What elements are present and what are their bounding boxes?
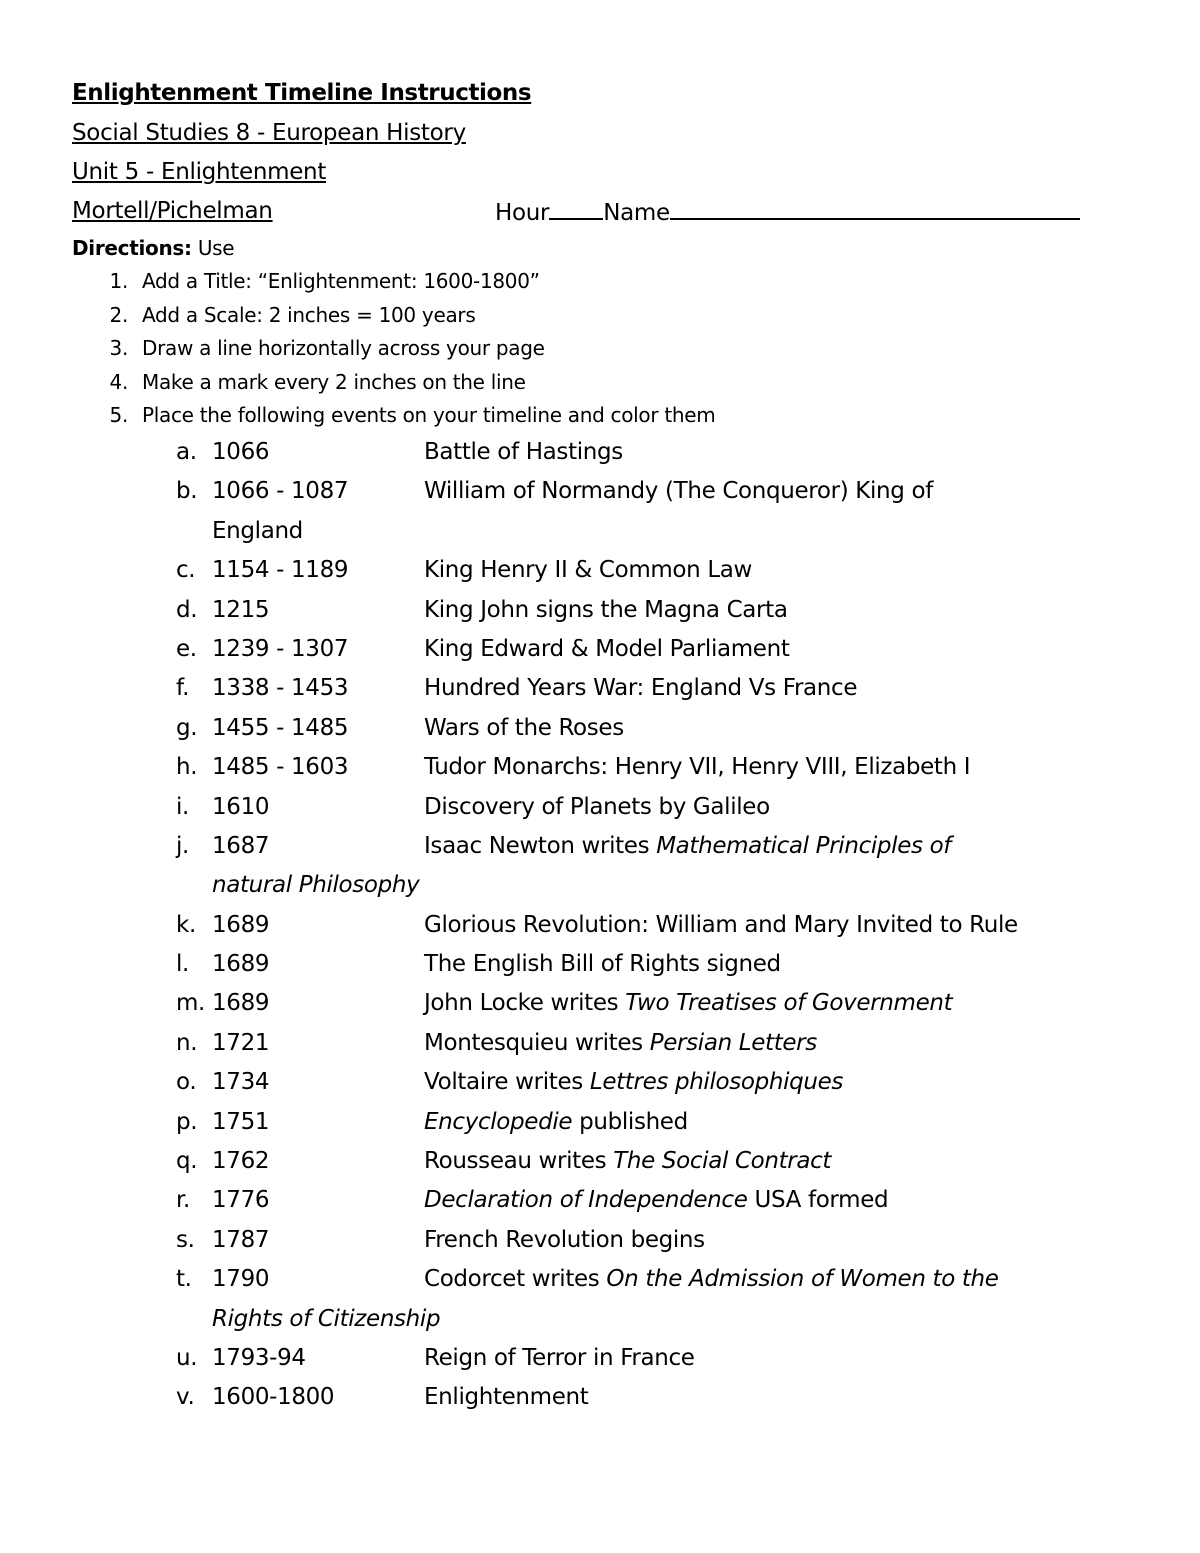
event-year: 1687 [212, 832, 270, 859]
event-item [72, 1181, 1132, 1220]
event-work-title: The Social Contract [613, 1148, 832, 1175]
event-description [424, 1103, 688, 1142]
event-item [72, 748, 1132, 787]
event-description [424, 472, 933, 511]
event-text: King John signs the Magna Carta [424, 596, 788, 623]
event-description [424, 1024, 817, 1063]
event-year: 1776 [212, 1187, 270, 1214]
event-work-title: Lettres philosophiques [589, 1069, 844, 1096]
event-year: 1689 [212, 990, 270, 1017]
event-item [72, 1024, 1132, 1063]
event-year: 1790 [212, 1266, 270, 1293]
event-text: King Edward & Model Parliament [424, 635, 790, 662]
event-continuation: England [212, 517, 303, 544]
event-year: 1239 - 1307 [212, 635, 349, 662]
step-text: Add a Scale: 2 inches = 100 years [142, 302, 476, 327]
event-year: 1455 - 1485 [212, 714, 349, 741]
event-text: French Revolution begins [424, 1226, 705, 1253]
step-item [72, 366, 1132, 400]
step-item [72, 299, 1132, 333]
event-description [424, 709, 624, 748]
course-name: Social Studies 8 - European History [72, 120, 466, 146]
event-year: 1762 [212, 1148, 270, 1175]
event-text: Enlightenment [424, 1384, 589, 1411]
event-item [72, 1063, 1132, 1102]
event-description [424, 1378, 588, 1417]
step-text: Make a mark every 2 inches on the line [142, 369, 526, 394]
event-text: Tudor Monarchs: Henry VII, Henry VIII, Elizabeth I [424, 754, 971, 781]
event-description [424, 1063, 843, 1102]
event-description [424, 1260, 999, 1299]
event-text: Codorcet writes [424, 1266, 607, 1293]
event-item [72, 1221, 1132, 1260]
event-text: Hundred Years War: England Vs France [424, 675, 858, 702]
event-letter: t. [176, 1266, 192, 1293]
event-letter: b. [176, 478, 198, 505]
event-text: William of Normandy (The Conqueror) King of [424, 478, 933, 505]
step-number: 2. [109, 302, 128, 327]
event-description [424, 1339, 695, 1378]
event-item [72, 433, 1132, 472]
unit-line [72, 153, 1132, 192]
event-item [72, 591, 1132, 630]
step-number: 5. [109, 403, 128, 428]
event-letter: h. [176, 754, 198, 781]
event-letter: f. [176, 675, 190, 702]
unit-name: Unit 5 - Enlightenment [72, 159, 327, 185]
event-item [72, 1378, 1132, 1417]
event-letter: n. [176, 1029, 198, 1056]
event-year: 1485 - 1603 [212, 754, 349, 781]
event-letter: o. [176, 1069, 197, 1096]
event-letter: k. [176, 911, 196, 938]
event-item [72, 1260, 1132, 1339]
event-letter: q. [176, 1148, 198, 1175]
event-letter: c. [176, 557, 196, 584]
step-number: 1. [109, 269, 128, 293]
step-item [72, 332, 1132, 366]
hour-name-fields [495, 192, 1080, 232]
event-item [72, 709, 1132, 748]
event-work-title: Two Treatises of Government [625, 990, 953, 1017]
event-description [424, 551, 752, 590]
event-continuation: natural Philosophy [212, 872, 420, 899]
event-text: Rousseau writes [424, 1148, 614, 1175]
event-description [424, 669, 857, 708]
event-description [424, 906, 1018, 945]
event-description [424, 1142, 831, 1181]
event-year: 1787 [212, 1226, 270, 1253]
event-item [72, 1142, 1132, 1181]
event-text: The English Bill of Rights signed [424, 951, 781, 978]
event-description [424, 748, 970, 787]
event-text: John Locke writes [424, 990, 626, 1017]
steps-list [72, 265, 1132, 433]
event-description [424, 827, 951, 866]
event-letter: u. [176, 1345, 198, 1371]
event-text: King Henry II & Common Law [424, 557, 753, 584]
event-text: Reign of Terror in France [424, 1345, 695, 1371]
name-blank[interactable] [670, 192, 1080, 220]
event-item [72, 1103, 1132, 1142]
event-letter: m. [176, 990, 206, 1017]
event-year: 1689 [212, 951, 270, 978]
directions-label: Directions: [72, 236, 192, 260]
event-text: Battle of Hastings [424, 438, 623, 465]
teacher-line [72, 192, 1132, 231]
step-text: Draw a line horizontally across your page [142, 336, 545, 361]
event-letter: i. [176, 793, 190, 820]
event-year: 1751 [212, 1108, 270, 1135]
event-item [72, 1339, 1132, 1378]
step-item [72, 399, 1132, 433]
name-label: Name [603, 200, 670, 226]
step-number: 4. [109, 369, 128, 394]
event-letter: j. [176, 832, 190, 859]
event-letter: g. [176, 714, 198, 741]
event-year: 1338 - 1453 [212, 675, 349, 702]
event-item [72, 551, 1132, 590]
event-letter: a. [176, 438, 197, 465]
event-text-after: published [572, 1108, 688, 1135]
page-title: Enlightenment Timeline Instructions [72, 80, 532, 106]
event-year: 1689 [212, 911, 270, 938]
hour-label: Hour [495, 200, 550, 226]
step-number: 3. [109, 336, 128, 361]
event-item [72, 669, 1132, 708]
event-description [424, 630, 790, 669]
event-text: Montesquieu writes [424, 1029, 650, 1056]
event-work-title: Mathematical Principles of [656, 832, 952, 859]
directions-line [72, 231, 1132, 265]
event-item [72, 984, 1132, 1023]
event-work-title: Persian Letters [649, 1029, 817, 1056]
event-letter: e. [176, 635, 197, 662]
event-description [424, 788, 770, 827]
event-letter: d. [176, 596, 198, 623]
step-item [72, 265, 1132, 299]
worksheet [72, 74, 1132, 1418]
event-year: 1066 - 1087 [212, 478, 349, 505]
event-text-after: USA formed [747, 1187, 889, 1214]
event-text: Isaac Newton writes [424, 832, 657, 859]
event-work-title: Declaration of Independence [424, 1187, 748, 1214]
event-item [72, 630, 1132, 669]
events-list [72, 433, 1132, 1418]
event-description [424, 1221, 705, 1260]
event-text: Discovery of Planets by Galileo [424, 793, 770, 820]
event-text: Wars of the Roses [424, 714, 624, 741]
event-year: 1610 [212, 793, 270, 820]
directions-text: Use [197, 236, 235, 260]
step-text: Place the following events on your timeline and color them [142, 403, 716, 428]
event-letter: p. [176, 1108, 198, 1135]
event-letter: l. [176, 951, 190, 978]
event-item [72, 788, 1132, 827]
event-work-title: On the Admission of Women to the [606, 1266, 999, 1293]
event-letter: s. [176, 1226, 195, 1253]
event-year: 1734 [212, 1069, 270, 1096]
event-description [424, 591, 788, 630]
event-continuation: Rights of Citizenship [212, 1305, 441, 1332]
event-work-title: Encyclopedie [424, 1108, 573, 1135]
event-letter: r. [176, 1187, 190, 1214]
event-description [424, 984, 952, 1023]
event-year: 1600-1800 [212, 1384, 335, 1411]
event-item [72, 827, 1132, 906]
event-year: 1215 [212, 596, 270, 623]
event-description [424, 1181, 888, 1220]
event-description [424, 433, 623, 472]
course-line [72, 114, 1132, 153]
step-text: Add a Title: “Enlightenment: 1600-1800” [142, 269, 540, 293]
event-item [72, 472, 1132, 551]
hour-blank[interactable] [549, 192, 603, 220]
event-year: 1154 - 1189 [212, 557, 349, 584]
event-year: 1721 [212, 1029, 270, 1056]
event-text: Voltaire writes [424, 1069, 590, 1096]
event-year: 1793-94 [212, 1345, 306, 1371]
event-year: 1066 [212, 438, 270, 465]
teacher-names: Mortell/Pichelman [72, 198, 273, 224]
event-letter: v. [176, 1384, 195, 1411]
event-text: Glorious Revolution: William and Mary Invited to Rule [424, 911, 1018, 938]
event-item [72, 945, 1132, 984]
event-description [424, 945, 781, 984]
event-item [72, 906, 1132, 945]
